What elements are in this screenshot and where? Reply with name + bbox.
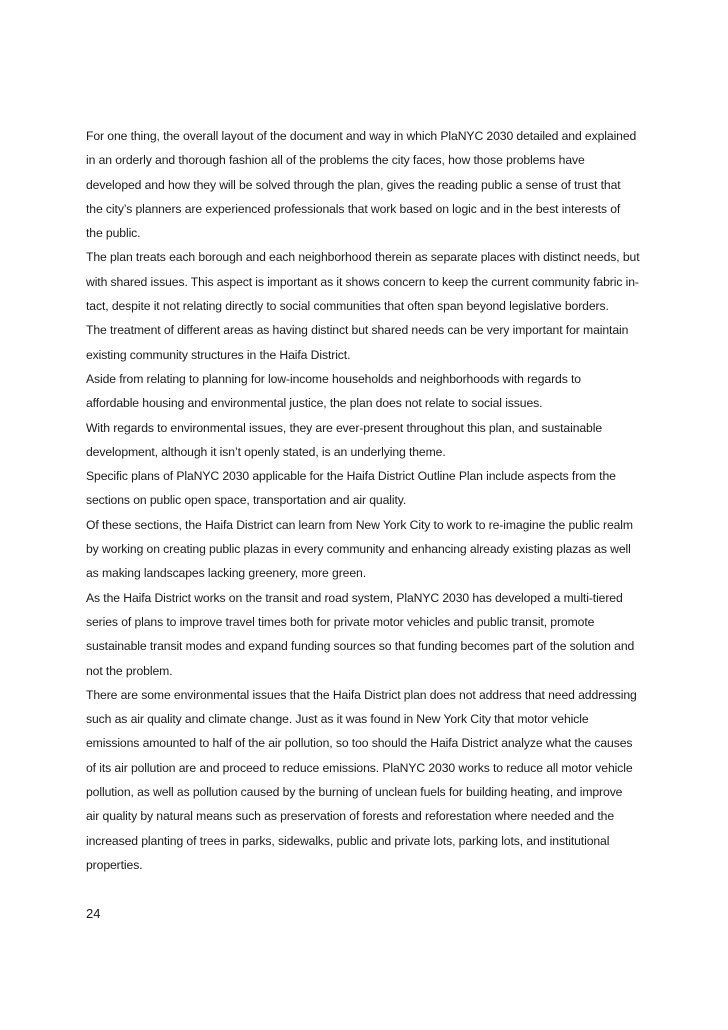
text-line: air quality by natural means such as preservation of forests and reforestation where needed and the [86, 809, 615, 824]
text-line: the public. [86, 226, 141, 241]
text-line: sustainable transit modes and expand funding sources so that funding becomes part of the solution and [86, 639, 635, 654]
text-line: series of plans to improve travel times both for private motor vehicles and public transit, promote [86, 614, 595, 629]
text-line: development, although it isn’t openly stated, is an underlying theme. [86, 444, 446, 459]
text-line: with shared issues. This aspect is important as it shows concern to keep the current community fabric in- [86, 274, 639, 289]
text-line: as making landscapes lacking greenery, more green. [86, 566, 366, 581]
text-line: Specific plans of PlaNYC 2030 applicable for the Haifa District Outline Plan include aspects from the [86, 469, 616, 484]
text-line: increased planting of trees in parks, sidewalks, public and private lots, parking lots, and institutional [86, 833, 610, 848]
text-line: Of these sections, the Haifa District can learn from New York City to work to re-imagine the public realm [86, 517, 633, 532]
text-line: emissions amounted to half of the air pollution, so too should the Haifa District analyze what the causes [86, 736, 633, 751]
body-text [86, 124, 656, 877]
text-line: of its air pollution are and proceed to reduce emissions. PlaNYC 2030 works to reduce all motor vehicle [86, 760, 633, 775]
text-line: The treatment of different areas as having distinct but shared needs can be very important for maintain [86, 323, 629, 338]
page-number: 24 [86, 906, 101, 921]
text-line: such as air quality and climate change. Just as it was found in New York City that motor vehicle [86, 712, 589, 727]
text-line: not the problem. [86, 663, 173, 678]
text-line: With regards to environmental issues, they are ever-present throughout this plan, and sustainable [86, 420, 603, 435]
text-line: For one thing, the overall layout of the document and way in which PlaNYC 2030 detailed and explained [86, 129, 637, 143]
text-line: properties. [86, 857, 143, 872]
text-line: sections on public open space, transportation and air quality. [86, 493, 407, 508]
text-line: pollution, as well as pollution caused by the burning of unclean fuels for building heating, and improve [86, 785, 623, 800]
text-line: by working on creating public plazas in every community and enhancing already existing plazas as well [86, 542, 631, 557]
text-line: the city’s planners are experienced professionals that work based on logic and in the best interests of [86, 201, 621, 216]
text-line: There are some environmental issues that the Haifa District plan does not address that need addressing [86, 687, 637, 702]
text-line: Aside from relating to planning for low-income households and neighborhoods with regards to [86, 371, 581, 386]
text-line: existing community structures in the Haifa District. [86, 347, 351, 362]
text-line: developed and how they will be solved through the plan, gives the reading public a sense of trust that [86, 177, 621, 192]
text-line: As the Haifa District works on the transit and road system, PlaNYC 2030 has developed a multi-tiered [86, 590, 623, 605]
text-line: in an orderly and thorough fashion all of the problems the city faces, how those problems have [86, 153, 585, 168]
text-line: The plan treats each borough and each neighborhood therein as separate places with distinct needs, but [86, 250, 640, 265]
text-line: affordable housing and environmental justice, the plan does not relate to social issues. [86, 396, 543, 411]
text-line: tact, despite it not relating directly to social communities that often span beyond legislative borders. [86, 299, 609, 314]
